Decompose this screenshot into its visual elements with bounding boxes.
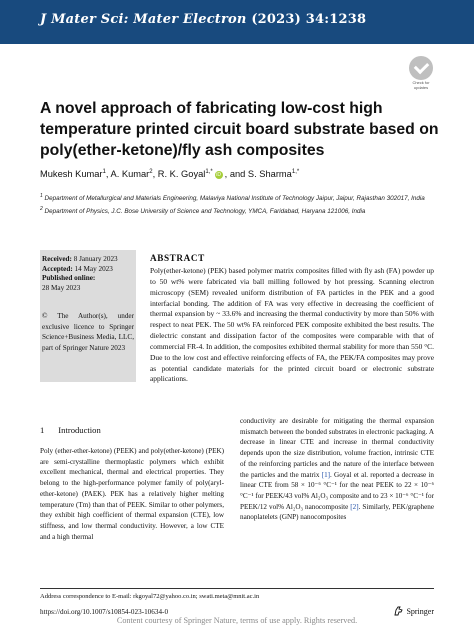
springer-logo	[394, 606, 434, 616]
journal-title	[40, 12, 366, 27]
journal-header-bar	[0, 0, 474, 44]
springer-horse-icon	[394, 606, 403, 616]
check-for-updates-badge[interactable]	[406, 56, 436, 90]
affiliation-1	[40, 191, 440, 204]
orcid-icon[interactable]: iD	[216, 171, 222, 178]
abstract-body: Poly(ether-ketone) (PEK) based polymer matrix composites filled with fly ash (FA) powder up to 50 wt% were fabricated via ball milling followed by hot pressing. Scanning electron microscopy (SEM) revealed uniform distribution of FA particles in the PEK and a good interfacial bonding. The addition of FA was very effective in decreasing the coefficient of thermal expansion by ~ 33.6% and increasing the thermal conductivity by more than 50% with respect to neat PEK. The 50 wt% FA reinforced PEK composite exhibited the best results. The dielectric constant and dissipation factor of the composites were comparable with that of commercial FR-4. In addition, the composites exhibited thermal stability for more than 550 °C. Due to the low cost and effective reinforcing effects of FA, the PEK/FA composites may prove as potential candidate materials for the printed circuit board or electronic substrate applications.	[150, 266, 434, 384]
section-number: 1	[40, 425, 45, 435]
article-dates	[42, 255, 134, 293]
author-affiliation-mark: 1,*	[291, 169, 300, 175]
author-name: , and S. Sharma	[224, 169, 292, 180]
abstract-heading: ABSTRACT	[150, 253, 205, 263]
author-name: , R. K. Goyal	[152, 169, 206, 180]
received-label: Received:	[42, 255, 72, 263]
author-name: Mukesh Kumar	[40, 169, 103, 180]
section-title: Introduction	[58, 425, 101, 435]
author-list	[40, 169, 440, 179]
check-updates-line1: Check for	[412, 80, 430, 85]
received-date: 8 January 2023	[73, 255, 118, 263]
accepted-label: Accepted:	[42, 264, 73, 273]
affiliation-number: 1	[40, 193, 43, 199]
author-name: , A. Kumar	[105, 169, 150, 180]
courtesy-notice: Content courtesy of Springer Nature, terms of use apply. Rights reserved.	[116, 616, 358, 625]
affiliation-text: Department of Metallurgical and Materials Engineering, Malaviya National Institute of Technology Jaipur, Jaipur, Rajasthan 302017, India	[44, 195, 425, 203]
author-affiliation-mark: 1	[102, 169, 106, 175]
copyright-notice: © The Author(s), under exclusive licence to Springer Science+Business Media, LLC, part of Springer Nature 2023	[42, 312, 134, 352]
author-affiliation-mark: 1,*	[205, 169, 213, 175]
affiliations	[40, 191, 440, 217]
journal-name: J Mater Sci: Mater Electron	[40, 12, 247, 27]
citation-link[interactable]: [1]	[321, 470, 331, 479]
section-heading	[40, 425, 101, 435]
affiliation-number: 2	[40, 206, 43, 213]
footnote-divider	[40, 588, 434, 589]
published-label: Published online:	[42, 274, 96, 283]
accepted-date: 14 May 2023	[74, 264, 113, 273]
doi-link[interactable]: https://doi.org/10.1007/s10854-023-10634-0	[40, 608, 169, 616]
journal-volume: (2023) 34:1238	[251, 12, 367, 27]
intro-right-column	[240, 416, 434, 523]
affiliation-text: Department of Physics, J.C. Bose University of Science and Technology, YMCA, Faridabad, Haryana 121006, India	[44, 208, 366, 216]
author-affiliation-mark: 2	[149, 169, 153, 175]
affiliation-2	[40, 204, 440, 217]
intro-text-part: conductivity are desirable for mitigating the thermal expansion mismatch between the bonded substrates in electronic packaging. A decrease in linear CTE and increase in thermal conductivity depends upon the size distribution, volume fraction, intrinsic CTE of the reinforcing particles and the nature of the interface between the particles and the matrix	[240, 417, 434, 479]
intro-text-part: . Similarly, PEK/graphene nanoplatelets (GNP) nanocomposites	[240, 502, 434, 522]
intro-text-part: . Goyal et al. reported a decrease in linear CTE from 58 × 10⁻⁶ °C⁻¹ for the neat PEEK to 22 × 10⁻⁶ °C⁻¹ for PEEK/43 vol% Al₂O₃ composite and to 23 × 10⁻⁶ °C⁻¹ for PEEK/12 vol% Al₂O₃ nanocomposite	[240, 470, 434, 511]
checkmark-icon	[409, 56, 433, 80]
citation-link[interactable]: [2]	[350, 502, 359, 511]
intro-left-column: Poly (ether-ether-ketone) (PEEK) and poly(ether-ketone) (PEK) are semi-crystalline thermoplastic polymers which exhibit excellent mechanical, thermal and electrical properties. They belong to the high-performance polymer family of poly(aryl-ether-ketone) (PAEK). PEK has a relatively higher melting temperature (Tm) than that of PEEK. Similar to other polymers, they exhibit high coefficient of thermal expansion (CTE), low stiffness, and low thermal conductivity. However, a low CTE and a high thermal	[40, 447, 224, 541]
paper-title: A novel approach of fabricating low-cost high temperature printed circuit board substrate based on poly(ether-ketone)/fly ash composites	[40, 100, 439, 159]
correspondence-address: Address correspondence to E-mail: rkgoyal72@yahoo.co.in; swati.meta@mnit.ac.in	[40, 593, 260, 600]
publisher-name: Springer	[406, 606, 434, 616]
check-updates-line2: updates	[413, 85, 429, 90]
published-date: 28 May 2023	[42, 283, 81, 292]
